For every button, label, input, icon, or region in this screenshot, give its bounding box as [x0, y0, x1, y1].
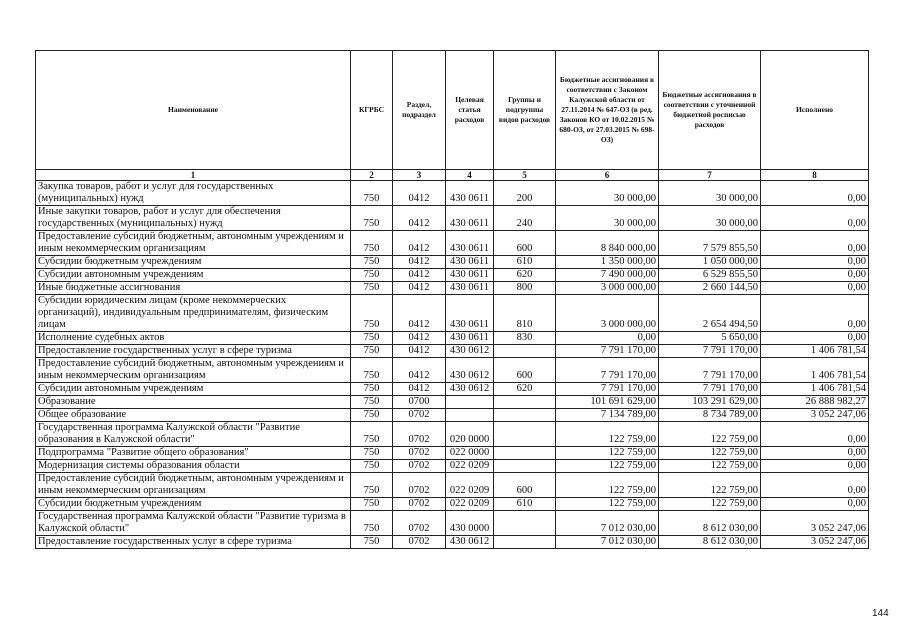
row-name: Общее образование [36, 409, 351, 422]
table-row [36, 447, 869, 460]
row-statya: 430 0611 [446, 332, 494, 345]
row-kgrbs: 750 [351, 536, 393, 549]
row-kgrbs: 750 [351, 447, 393, 460]
row-statya: 430 0612 [446, 536, 494, 549]
row-statya: 022 0209 [446, 498, 494, 511]
row-plan-amount: 7 791 170,00 [556, 358, 659, 383]
row-name: Закупка товаров, работ и услуг для государственных (муниципальных) нужд [36, 181, 351, 206]
row-statya: 430 0612 [446, 345, 494, 358]
row-revised-amount: 8 734 789,00 [659, 409, 761, 422]
row-plan-amount: 30 000,00 [556, 181, 659, 206]
row-vid: 610 [494, 498, 556, 511]
row-plan-amount: 122 759,00 [556, 447, 659, 460]
row-vid [494, 511, 556, 536]
row-name: Субсидии юридическим лицам (кроме некоммерческих организаций), индивидуальным предпринимателям, физическим лицам [36, 295, 351, 332]
row-name: Предоставление государственных услуг в сфере туризма [36, 536, 351, 549]
row-plan-amount: 0,00 [556, 332, 659, 345]
row-plan-amount: 8 840 000,00 [556, 231, 659, 256]
col-header-plan: Бюджетные ассигнования в соответствии с Законом Калужской области от 27.11.2014 № 647-ОЗ (в ред. Законов КО от 10.02.2015 № 680-ОЗ, от 27.03.2015 № 698-ОЗ) [556, 51, 659, 170]
row-revised-amount: 30 000,00 [659, 206, 761, 231]
row-executed-amount: 0,00 [761, 256, 869, 269]
row-vid: 620 [494, 269, 556, 282]
row-name: Подпрограмма "Развитие общего образования" [36, 447, 351, 460]
row-statya: 430 0611 [446, 256, 494, 269]
row-statya: 430 0000 [446, 511, 494, 536]
row-name: Иные бюджетные ассигнования [36, 282, 351, 295]
row-executed-amount: 0,00 [761, 282, 869, 295]
row-executed-amount: 3 052 247,06 [761, 409, 869, 422]
row-razdel: 0412 [393, 345, 446, 358]
row-name: Предоставление субсидий бюджетным, автономным учреждениям и иным некоммерческим организациям [36, 358, 351, 383]
row-vid: 800 [494, 282, 556, 295]
row-statya: 430 0611 [446, 295, 494, 332]
row-revised-amount: 7 579 855,50 [659, 231, 761, 256]
col-number: 4 [446, 170, 494, 181]
table-row [36, 498, 869, 511]
row-name: Предоставление субсидий бюджетным, автономным учреждениям и иным некоммерческим организациям [36, 473, 351, 498]
row-statya [446, 409, 494, 422]
row-razdel: 0702 [393, 409, 446, 422]
row-kgrbs: 750 [351, 383, 393, 396]
col-header-kgrbs: КГРБС [351, 51, 393, 170]
row-executed-amount: 1 406 781,54 [761, 345, 869, 358]
col-header-ispoln: Исполнено [761, 51, 869, 170]
row-name: Государственная программа Калужской области "Развитие образования в Калужской области" [36, 422, 351, 447]
row-revised-amount: 30 000,00 [659, 181, 761, 206]
table-row [36, 206, 869, 231]
table-row [36, 256, 869, 269]
col-header-name: Наименование [36, 51, 351, 170]
row-razdel: 0412 [393, 358, 446, 383]
row-razdel: 0702 [393, 511, 446, 536]
row-revised-amount: 122 759,00 [659, 460, 761, 473]
row-revised-amount: 122 759,00 [659, 447, 761, 460]
row-razdel: 0412 [393, 181, 446, 206]
row-vid [494, 422, 556, 447]
row-executed-amount: 0,00 [761, 231, 869, 256]
row-revised-amount: 7 791 170,00 [659, 383, 761, 396]
col-number: 8 [761, 170, 869, 181]
table-row [36, 358, 869, 383]
row-kgrbs: 750 [351, 269, 393, 282]
col-header-vid: Группы и подгруппы видов расходов [494, 51, 556, 170]
row-plan-amount: 1 350 000,00 [556, 256, 659, 269]
row-vid: 240 [494, 206, 556, 231]
row-vid: 610 [494, 256, 556, 269]
row-executed-amount: 0,00 [761, 181, 869, 206]
row-razdel: 0412 [393, 269, 446, 282]
table-row [36, 511, 869, 536]
table-row [36, 295, 869, 332]
row-name: Субсидии бюджетным учреждениям [36, 498, 351, 511]
col-header-razdel: Раздел, подраздел [393, 51, 446, 170]
row-revised-amount: 8 612 030,00 [659, 536, 761, 549]
row-razdel: 0412 [393, 256, 446, 269]
row-plan-amount: 7 490 000,00 [556, 269, 659, 282]
table-row [36, 332, 869, 345]
row-name: Предоставление государственных услуг в сфере туризма [36, 345, 351, 358]
row-statya: 430 0612 [446, 383, 494, 396]
row-plan-amount: 7 791 170,00 [556, 383, 659, 396]
row-executed-amount: 1 406 781,54 [761, 358, 869, 383]
row-revised-amount: 7 791 170,00 [659, 345, 761, 358]
row-name: Образование [36, 396, 351, 409]
row-revised-amount: 2 654 494,50 [659, 295, 761, 332]
row-plan-amount: 122 759,00 [556, 473, 659, 498]
row-executed-amount: 26 888 982,27 [761, 396, 869, 409]
row-executed-amount: 0,00 [761, 460, 869, 473]
table-row [36, 460, 869, 473]
row-vid [494, 536, 556, 549]
table-row [36, 181, 869, 206]
row-vid [494, 460, 556, 473]
row-plan-amount: 7 012 030,00 [556, 536, 659, 549]
row-executed-amount: 0,00 [761, 473, 869, 498]
row-kgrbs: 750 [351, 409, 393, 422]
col-number: 5 [494, 170, 556, 181]
row-name: Субсидии автономным учреждениям [36, 269, 351, 282]
table-row [36, 396, 869, 409]
table-row [36, 536, 869, 549]
row-kgrbs: 750 [351, 231, 393, 256]
row-vid [494, 345, 556, 358]
row-razdel: 0702 [393, 447, 446, 460]
row-vid: 200 [494, 181, 556, 206]
row-razdel: 0412 [393, 383, 446, 396]
row-kgrbs: 750 [351, 498, 393, 511]
row-name: Исполнение судебных актов [36, 332, 351, 345]
row-statya: 430 0611 [446, 269, 494, 282]
col-number: 7 [659, 170, 761, 181]
row-revised-amount: 8 612 030,00 [659, 511, 761, 536]
row-kgrbs: 750 [351, 332, 393, 345]
table-row [36, 473, 869, 498]
row-kgrbs: 750 [351, 256, 393, 269]
row-statya: 430 0611 [446, 206, 494, 231]
row-revised-amount: 122 759,00 [659, 422, 761, 447]
row-plan-amount: 7 012 030,00 [556, 511, 659, 536]
row-plan-amount: 30 000,00 [556, 206, 659, 231]
row-kgrbs: 750 [351, 358, 393, 383]
row-statya: 020 0000 [446, 422, 494, 447]
row-vid [494, 447, 556, 460]
row-plan-amount: 7 134 789,00 [556, 409, 659, 422]
row-revised-amount: 122 759,00 [659, 473, 761, 498]
row-statya: 022 0209 [446, 460, 494, 473]
row-kgrbs: 750 [351, 473, 393, 498]
row-razdel: 0702 [393, 422, 446, 447]
row-statya [446, 396, 494, 409]
row-kgrbs: 750 [351, 295, 393, 332]
row-executed-amount: 1 406 781,54 [761, 383, 869, 396]
table-row [36, 282, 869, 295]
row-razdel: 0702 [393, 498, 446, 511]
row-kgrbs: 750 [351, 396, 393, 409]
row-statya: 430 0611 [446, 282, 494, 295]
row-executed-amount: 0,00 [761, 498, 869, 511]
row-executed-amount: 3 052 247,06 [761, 536, 869, 549]
page-number: 144 [872, 608, 889, 619]
row-vid: 810 [494, 295, 556, 332]
row-name: Модернизация системы образования области [36, 460, 351, 473]
row-kgrbs: 750 [351, 460, 393, 473]
row-vid: 830 [494, 332, 556, 345]
row-executed-amount: 0,00 [761, 269, 869, 282]
row-razdel: 0412 [393, 206, 446, 231]
row-name: Государственная программа Калужской области "Развитие туризма в Калужской области" [36, 511, 351, 536]
table-row [36, 422, 869, 447]
row-plan-amount: 122 759,00 [556, 422, 659, 447]
table-row [36, 269, 869, 282]
table-row [36, 231, 869, 256]
row-revised-amount: 122 759,00 [659, 498, 761, 511]
table-row [36, 409, 869, 422]
row-kgrbs: 750 [351, 422, 393, 447]
row-plan-amount: 7 791 170,00 [556, 345, 659, 358]
row-vid: 600 [494, 231, 556, 256]
row-razdel: 0700 [393, 396, 446, 409]
row-kgrbs: 750 [351, 345, 393, 358]
row-revised-amount: 5 650,00 [659, 332, 761, 345]
row-statya: 430 0611 [446, 231, 494, 256]
col-header-utoch: Бюджетные ассигнования в соответствии с уточненной бюджетной росписью расходов [659, 51, 761, 170]
row-executed-amount: 3 052 247,06 [761, 511, 869, 536]
row-plan-amount: 122 759,00 [556, 498, 659, 511]
table-row [36, 345, 869, 358]
row-vid [494, 409, 556, 422]
col-number: 6 [556, 170, 659, 181]
row-vid: 620 [494, 383, 556, 396]
row-razdel: 0412 [393, 332, 446, 345]
row-name: Субсидии бюджетным учреждениям [36, 256, 351, 269]
row-razdel: 0702 [393, 473, 446, 498]
row-razdel: 0412 [393, 282, 446, 295]
row-plan-amount: 101 691 629,00 [556, 396, 659, 409]
budget-table [35, 50, 869, 549]
row-vid: 600 [494, 358, 556, 383]
row-plan-amount: 3 000 000,00 [556, 282, 659, 295]
col-number: 1 [36, 170, 351, 181]
row-revised-amount: 2 660 144,50 [659, 282, 761, 295]
col-number: 2 [351, 170, 393, 181]
row-plan-amount: 3 000 000,00 [556, 295, 659, 332]
row-plan-amount: 122 759,00 [556, 460, 659, 473]
row-razdel: 0412 [393, 231, 446, 256]
row-statya: 430 0612 [446, 358, 494, 383]
row-revised-amount: 103 291 629,00 [659, 396, 761, 409]
row-executed-amount: 0,00 [761, 206, 869, 231]
table-row [36, 383, 869, 396]
row-kgrbs: 750 [351, 206, 393, 231]
row-razdel: 0412 [393, 295, 446, 332]
row-revised-amount: 6 529 855,50 [659, 269, 761, 282]
row-executed-amount: 0,00 [761, 447, 869, 460]
row-executed-amount: 0,00 [761, 295, 869, 332]
row-revised-amount: 1 050 000,00 [659, 256, 761, 269]
row-name: Предоставление субсидий бюджетным, автономным учреждениям и иным некоммерческим организациям [36, 231, 351, 256]
row-kgrbs: 750 [351, 282, 393, 295]
col-header-statya: Целевая статья расходов [446, 51, 494, 170]
row-statya: 430 0611 [446, 181, 494, 206]
row-razdel: 0702 [393, 536, 446, 549]
row-executed-amount: 0,00 [761, 332, 869, 345]
row-statya: 022 0209 [446, 473, 494, 498]
row-vid: 600 [494, 473, 556, 498]
row-razdel: 0702 [393, 460, 446, 473]
row-name: Субсидии автономным учреждениям [36, 383, 351, 396]
row-revised-amount: 7 791 170,00 [659, 358, 761, 383]
row-statya: 022 0000 [446, 447, 494, 460]
row-executed-amount: 0,00 [761, 422, 869, 447]
row-kgrbs: 750 [351, 181, 393, 206]
row-vid [494, 396, 556, 409]
col-number: 3 [393, 170, 446, 181]
row-name: Иные закупки товаров, работ и услуг для обеспечения государственных (муниципальных) нужд [36, 206, 351, 231]
row-kgrbs: 750 [351, 511, 393, 536]
